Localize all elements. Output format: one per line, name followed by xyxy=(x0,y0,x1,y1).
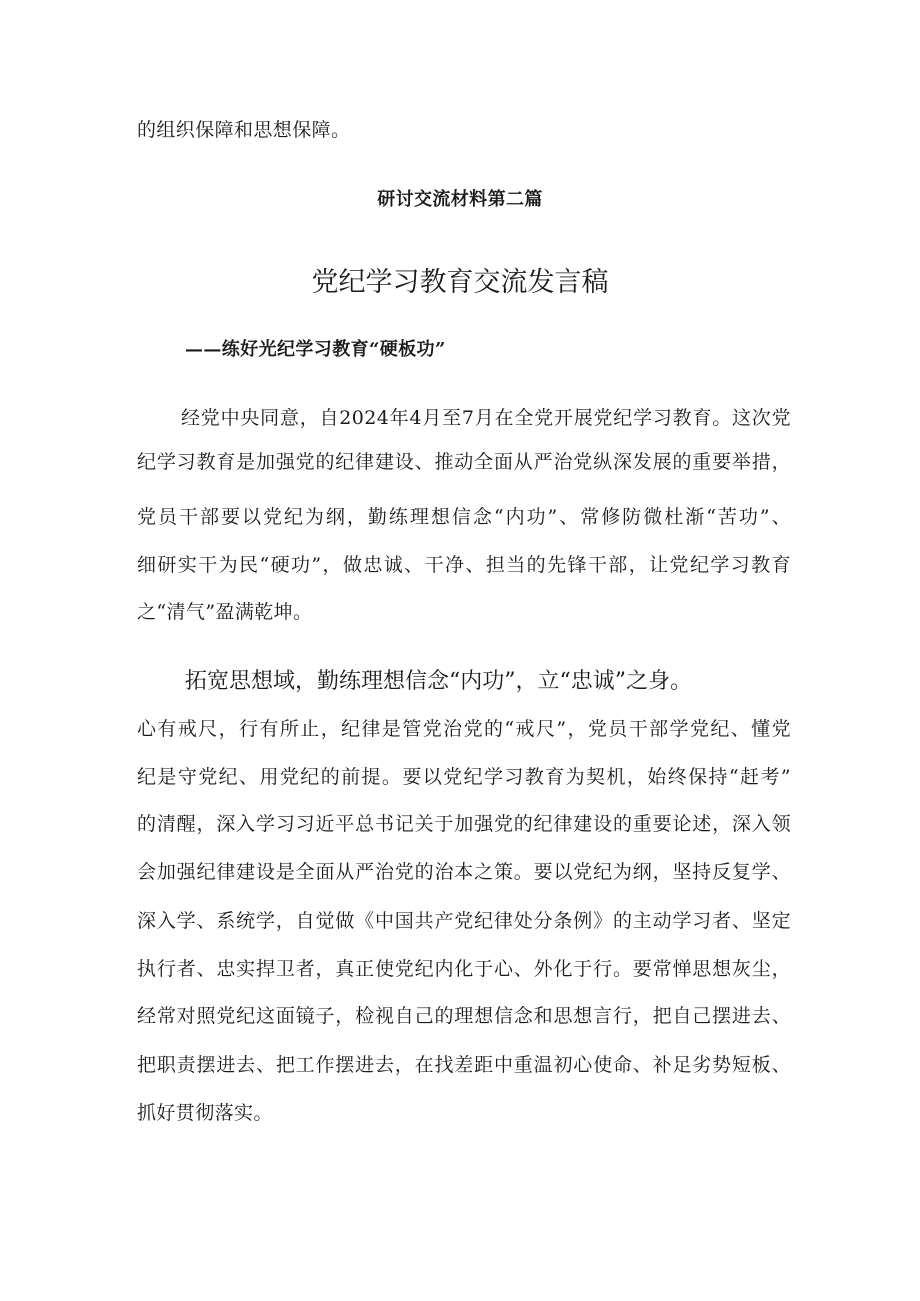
paragraph-line: 党员干部要以党纪为纲，勤练理想信念“内功”、常修防微杜渐“苦功”、 xyxy=(137,506,791,528)
paragraph-line: 心有戒尺，行有所止，纪律是管党治党的“戒尺”，党员干部学党纪、懂党 xyxy=(137,718,791,740)
section-heading: 拓宽思想域，勤练理想信念“内功”，立“忠诚”之身。 xyxy=(185,669,692,694)
paragraph-line: 经常对照党纪这面镜子，检视自己的理想信念和思想言行，把自己摆进去、 xyxy=(137,1005,791,1027)
paragraph-line: 把职责摆进去、把工作摆进去，在找差距中重温初心使命、补足劣势短板、 xyxy=(137,1054,791,1076)
paragraph-line: 细研实干为民“硬功”，做忠诚、干净、担当的先锋干部，让党纪学习教育 xyxy=(137,554,791,576)
paragraph-line: 纪是守党纪、用党纪的前提。要以党纪学习教育为契机，始终保持“赶考” xyxy=(137,766,791,788)
paragraph-line: 执行者、忠实捍卫者，真正使党纪内化于心、外化于行。要常惮思想灰尘， xyxy=(137,958,791,980)
document-subtitle: ——练好光纪学习教育“硬板功” xyxy=(185,339,446,360)
paragraph-line: 抓好贯彻落实。 xyxy=(137,1102,273,1124)
paragraph-line: 深入学、系统学，自觉做《中国共产党纪律处分条例》的主动学习者、坚定 xyxy=(137,910,791,932)
section-label: 研讨交流材料第二篇 xyxy=(377,189,543,210)
paragraph-line: 经党中央同意，自2024年4月至7月在全党开展党纪学习教育。这次党 xyxy=(181,407,791,429)
paragraph-line: 会加强纪律建设是全面从严治党的治本之策。要以党纪为纲，坚持反复学、 xyxy=(137,861,791,883)
document-title: 党纪学习教育交流发言稿 xyxy=(311,267,609,298)
paragraph-line: 的清醒，深入学习习近平总书记关于加强党的纪律建设的重要论述，深入领 xyxy=(137,813,791,835)
carry-over-line: 的组织保障和思想保障。 xyxy=(137,119,351,141)
paragraph-line: 之“清气”盈满乾坤。 xyxy=(137,601,313,623)
paragraph-line: 纪学习教育是加强党的纪律建设、推动全面从严治党纵深发展的重要举措， xyxy=(137,451,791,473)
